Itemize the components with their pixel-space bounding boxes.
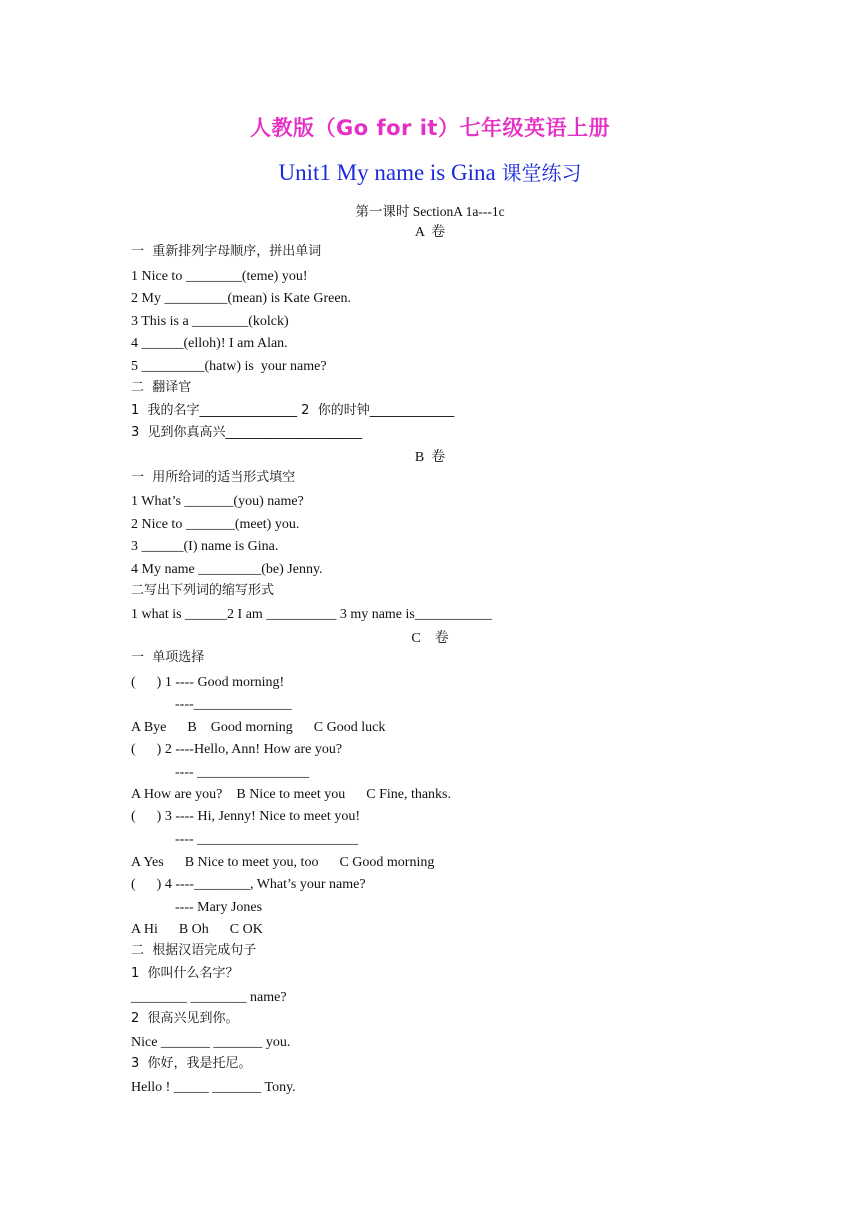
question-reply: ---- Mary Jones [175, 900, 263, 915]
document-subtitle [0, 157, 860, 186]
paper-b-label: B 卷 [414, 450, 446, 465]
paper-c-label: C 卷 [411, 631, 449, 646]
paper-b-item: 2 Nice to _______(meet) you. [131, 517, 300, 532]
paper-b-abbrev-item: 1 what is ______2 I am __________ 3 my name is___________ [131, 607, 492, 622]
paper-c-section1-heading: 一 单项选择 [131, 650, 205, 665]
question-stem: ( ) 4 ----________, What’s your name? [131, 877, 366, 892]
question-options: A Hi B Oh C OK [131, 922, 263, 937]
paper-b-section1-heading: 一 用所给词的适当形式填空 [131, 470, 296, 485]
sentence-blank: Hello ! _____ _______ Tony. [131, 1080, 296, 1095]
question-options: A Bye B Good morning C Good luck [131, 720, 386, 735]
subtitle-english: Unit1 My name is Gina [278, 160, 502, 185]
sentence-chinese: 1 你叫什么名字？ [131, 966, 239, 981]
paper-a-translate-item: 1 我的名字_______________ 2 你的时钟_____________ [131, 403, 455, 418]
paper-b-item: 3 ______(I) name is Gina. [131, 539, 279, 554]
sentence-chinese: 3 你好，我是托尼。 [131, 1056, 252, 1071]
subtitle-chinese: 课堂练习 [501, 161, 582, 185]
paper-b-section2-heading: 二写出下列词的缩写形式 [131, 583, 275, 598]
sentence-chinese: 2 很高兴见到你。 [131, 1011, 239, 1026]
question-reply: ----______________ [175, 697, 292, 712]
paper-a-item: 4 ______(elloh)! I am Alan. [131, 336, 288, 351]
lesson-label: 第一课时 SectionA 1a---1c [355, 204, 505, 219]
paper-a-item: 3 This is a ________(kolck) [131, 314, 289, 329]
paper-a-section2-heading: 二 翻译官 [131, 380, 192, 395]
paper-a-label: A 卷 [414, 225, 446, 240]
question-stem: ( ) 3 ---- Hi, Jenny! Nice to meet you! [131, 809, 360, 824]
question-stem: ( ) 2 ----Hello, Ann! How are you? [131, 742, 343, 757]
paper-b-item: 1 What’s _______(you) name? [131, 494, 304, 509]
question-stem: ( ) 1 ---- Good morning! [131, 675, 285, 690]
question-options: A Yes B Nice to meet you, too C Good morning [131, 855, 435, 870]
paper-a-section1-heading: 一 重新排列字母顺序，拼出单词 [131, 244, 322, 259]
paper-b-item: 4 My name _________(be) Jenny. [131, 562, 323, 577]
paper-a-item: 2 My _________(mean) is Kate Green. [131, 291, 352, 306]
question-reply: ---- ________________ [175, 765, 310, 780]
paper-a-translate-item: 3 见到你真高兴_____________________ [131, 425, 363, 440]
paper-c-section2-heading: 二 根据汉语完成句子 [131, 943, 257, 958]
document-title: 人教版（Go for it）七年级英语上册 [250, 116, 610, 140]
paper-a-item: 1 Nice to ________(teme) you! [131, 269, 308, 284]
paper-a-item: 5 _________(hatw) is your name? [131, 359, 327, 374]
question-options: A How are you? B Nice to meet you C Fine, thanks. [131, 787, 452, 802]
question-reply: ---- _______________________ [175, 832, 359, 847]
sentence-blank: Nice _______ _______ you. [131, 1035, 291, 1050]
sentence-blank: ________ ________ name? [131, 990, 287, 1005]
